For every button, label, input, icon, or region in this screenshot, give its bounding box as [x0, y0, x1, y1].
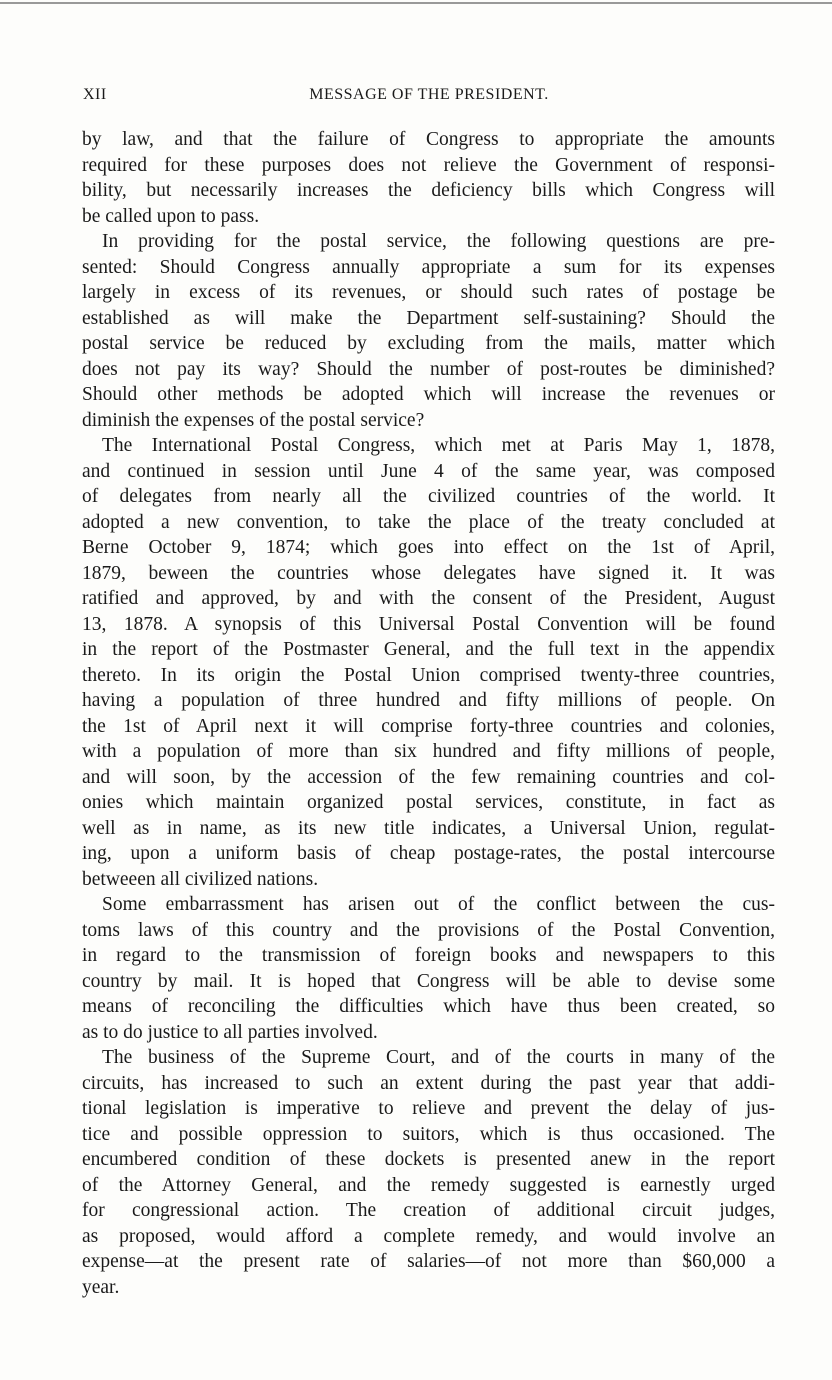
text-line: bility, but necessarily increases the deficiency bills which Congress will: [82, 180, 775, 201]
paragraph: [82, 433, 775, 892]
text-line: expense—at the present rate of salaries—of not more than $60,000 a: [82, 1251, 775, 1272]
text-line: adopted a new convention, to take the place of the treaty concluded at: [82, 511, 775, 533]
text-line: means of reconciling the difficulties which have thus been created, so: [82, 996, 775, 1017]
text-line: by law, and that the failure of Congress to appropriate the amounts: [82, 129, 775, 150]
text-line: does not pay its way? Should the number of post-routes be diminished?: [82, 358, 775, 380]
text-line: for congressional action. The creation of additional circuit judges,: [82, 1200, 775, 1221]
text-line: as to do justice to all parties involved.: [82, 1021, 378, 1043]
text-line: as proposed, would afford a complete remedy, and would involve an: [82, 1225, 775, 1247]
text-line: of delegates from nearly all the civilized countries of the world. It: [82, 486, 775, 507]
text-line: 13, 1878. A synopsis of this Universal Postal Convention will be found: [82, 613, 775, 635]
paragraph: [82, 1045, 775, 1300]
text-line: toms laws of this country and the provisions of the Postal Convention,: [82, 919, 775, 941]
text-line: onies which maintain organized postal services, constitute, in fact as: [82, 792, 775, 813]
text-line: required for these purposes does not relieve the Government of responsi-: [82, 154, 775, 176]
top-rule: [0, 2, 832, 4]
text-line: Berne October 9, 1874; which goes into effect on the 1st of April,: [82, 537, 775, 558]
text-line: In providing for the postal service, the following questions are pre-: [102, 231, 775, 252]
paragraph: [82, 229, 775, 433]
text-line: 1879, beween the countries whose delegates have signed it. It was: [82, 562, 775, 584]
text-line: Some embarrassment has arisen out of the conflict between the cus-: [102, 894, 775, 915]
text-line: diminish the expenses of the postal service?: [82, 409, 425, 431]
text-line: the 1st of April next it will comprise forty-three countries and colonies,: [82, 715, 775, 737]
paragraph: [82, 892, 775, 1045]
page-number: XII: [83, 86, 107, 103]
text-line: country by mail. It is hoped that Congress will be able to devise some: [82, 970, 775, 992]
text-line: in regard to the transmission of foreign books and newspapers to this: [82, 945, 775, 966]
text-line: thereto. In its origin the Postal Union comprised twenty-three countries,: [82, 664, 775, 686]
text-line: of the Attorney General, and the remedy suggested is earnestly urged: [82, 1174, 775, 1196]
text-line: and continued in session until June 4 of the same year, was composed: [82, 460, 775, 482]
text-line: be called upon to pass.: [82, 205, 260, 227]
text-line: well as in name, as its new title indicates, a Universal Union, regulat-: [82, 817, 775, 839]
text-line: and will soon, by the accession of the few remaining countries and col-: [82, 766, 775, 788]
text-line: encumbered condition of these dockets is presented anew in the report: [82, 1149, 775, 1170]
text-line: The International Postal Congress, which met at Paris May 1, 1878,: [102, 435, 775, 456]
text-line: ing, upon a uniform basis of cheap postage-rates, the postal intercourse: [82, 843, 775, 864]
text-line: tional legislation is imperative to relieve and prevent the delay of jus-: [82, 1098, 775, 1119]
text-line: circuits, has increased to such an extent during the past year that addi-: [82, 1072, 775, 1094]
text-line: ratified and approved, by and with the consent of the President, August: [82, 588, 775, 609]
text-line: with a population of more than six hundred and fifty millions of people,: [82, 741, 775, 762]
text-line: tice and possible oppression to suitors, which is thus occasioned. The: [82, 1123, 775, 1145]
text-line: betweeen all civilized nations.: [82, 868, 319, 890]
text-line: established as will make the Department self-sustaining? Should the: [82, 307, 775, 329]
running-title: MESSAGE OF THE PRESIDENT.: [309, 86, 549, 103]
text-line: Should other methods be adopted which will increase the revenues or: [82, 384, 775, 405]
text-line: year.: [82, 1276, 120, 1298]
text-line: largely in excess of its revenues, or should such rates of postage be: [82, 282, 775, 303]
paragraph: [82, 127, 775, 229]
text-line: in the report of the Postmaster General, and the full text in the appendix: [82, 639, 775, 660]
text-line: postal service be reduced by excluding from the mails, matter which: [82, 333, 775, 354]
text-line: having a population of three hundred and fifty millions of people. On: [82, 690, 775, 711]
page-header: [83, 86, 775, 110]
text-line: sented: Should Congress annually appropriate a sum for its expenses: [82, 256, 775, 278]
text-line: The business of the Supreme Court, and of the courts in many of the: [102, 1047, 775, 1068]
body-text: [82, 127, 775, 1300]
